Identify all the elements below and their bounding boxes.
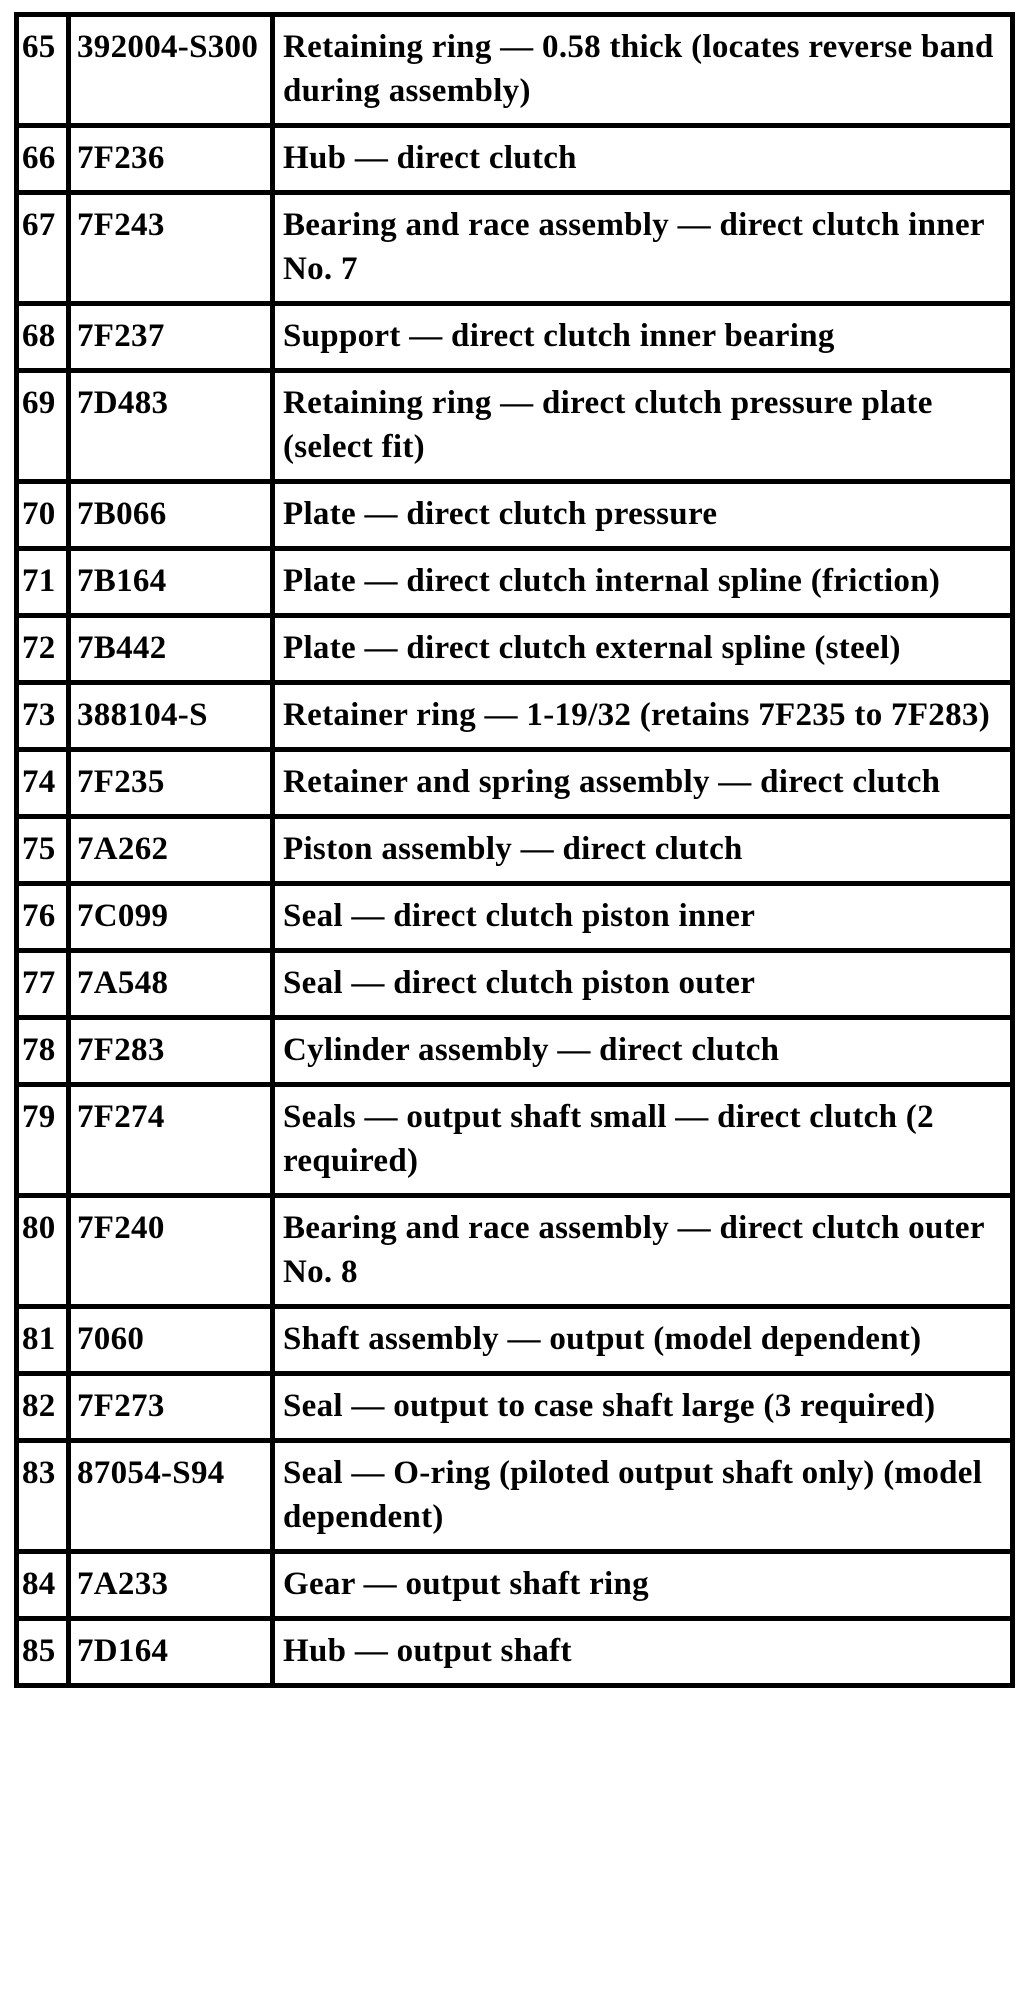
description-cell: Hub — output shaft [273,1619,1013,1686]
part-number-cell: 7F243 [69,193,273,304]
description-cell: Hub — direct clutch [273,126,1013,193]
part-number-cell: 7A548 [69,951,273,1018]
index-number-cell: 80 [17,1196,69,1307]
part-number-cell: 7B164 [69,549,273,616]
part-number-cell: 7F273 [69,1374,273,1441]
table-row [17,549,1013,616]
index-number-cell: 82 [17,1374,69,1441]
index-number-cell: 71 [17,549,69,616]
index-number-cell: 66 [17,126,69,193]
description-cell: Bearing and race assembly — direct clutch inner No. 7 [273,193,1013,304]
index-number-cell: 74 [17,750,69,817]
index-number-cell: 72 [17,616,69,683]
description-cell: Retaining ring — 0.58 thick (locates reverse band during assembly) [273,15,1013,126]
index-number-cell: 76 [17,884,69,951]
description-cell: Plate — direct clutch internal spline (friction) [273,549,1013,616]
table-row [17,1196,1013,1307]
index-number-cell: 83 [17,1441,69,1552]
table-row [17,1619,1013,1686]
description-cell: Bearing and race assembly — direct clutch outer No. 8 [273,1196,1013,1307]
table-row [17,1018,1013,1085]
part-number-cell: 7D164 [69,1619,273,1686]
part-number-cell: 87054-S94 [69,1441,273,1552]
index-number-cell: 78 [17,1018,69,1085]
index-number-cell: 84 [17,1552,69,1619]
part-number-cell: 7F237 [69,304,273,371]
table-row [17,193,1013,304]
index-number-cell: 65 [17,15,69,126]
description-cell: Shaft assembly — output (model dependent) [273,1307,1013,1374]
table-row [17,683,1013,750]
part-number-cell: 7D483 [69,371,273,482]
part-number-cell: 7F240 [69,1196,273,1307]
table-row [17,951,1013,1018]
part-number-cell: 7B066 [69,482,273,549]
part-number-cell: 7F283 [69,1018,273,1085]
part-number-cell: 7F274 [69,1085,273,1196]
index-number-cell: 69 [17,371,69,482]
index-number-cell: 85 [17,1619,69,1686]
description-cell: Seals — output shaft small — direct clutch (2 required) [273,1085,1013,1196]
parts-table-body [17,15,1013,1686]
part-number-cell: 7060 [69,1307,273,1374]
table-row [17,304,1013,371]
parts-table [14,12,1015,1688]
index-number-cell: 70 [17,482,69,549]
description-cell: Retainer ring — 1-19/32 (retains 7F235 to 7F283) [273,683,1013,750]
part-number-cell: 7A262 [69,817,273,884]
part-number-cell: 7F235 [69,750,273,817]
description-cell: Seal — direct clutch piston outer [273,951,1013,1018]
table-row [17,1374,1013,1441]
part-number-cell: 388104-S [69,683,273,750]
description-cell: Retainer and spring assembly — direct clutch [273,750,1013,817]
description-cell: Plate — direct clutch external spline (steel) [273,616,1013,683]
description-cell: Retaining ring — direct clutch pressure plate (select fit) [273,371,1013,482]
table-row [17,1552,1013,1619]
part-number-cell: 7F236 [69,126,273,193]
table-row [17,482,1013,549]
index-number-cell: 77 [17,951,69,1018]
part-number-cell: 392004-S300 [69,15,273,126]
description-cell: Plate — direct clutch pressure [273,482,1013,549]
description-cell: Piston assembly — direct clutch [273,817,1013,884]
table-row [17,1307,1013,1374]
table-row [17,1085,1013,1196]
index-number-cell: 67 [17,193,69,304]
table-row [17,884,1013,951]
part-number-cell: 7B442 [69,616,273,683]
table-row [17,750,1013,817]
table-row [17,616,1013,683]
index-number-cell: 73 [17,683,69,750]
index-number-cell: 79 [17,1085,69,1196]
description-cell: Cylinder assembly — direct clutch [273,1018,1013,1085]
table-row [17,15,1013,126]
description-cell: Seal — output to case shaft large (3 required) [273,1374,1013,1441]
index-number-cell: 81 [17,1307,69,1374]
description-cell: Seal — direct clutch piston inner [273,884,1013,951]
table-row [17,371,1013,482]
part-number-cell: 7A233 [69,1552,273,1619]
index-number-cell: 75 [17,817,69,884]
table-row [17,817,1013,884]
index-number-cell: 68 [17,304,69,371]
table-row [17,1441,1013,1552]
part-number-cell: 7C099 [69,884,273,951]
description-cell: Support — direct clutch inner bearing [273,304,1013,371]
table-row [17,126,1013,193]
description-cell: Seal — O-ring (piloted output shaft only) (model dependent) [273,1441,1013,1552]
description-cell: Gear — output shaft ring [273,1552,1013,1619]
